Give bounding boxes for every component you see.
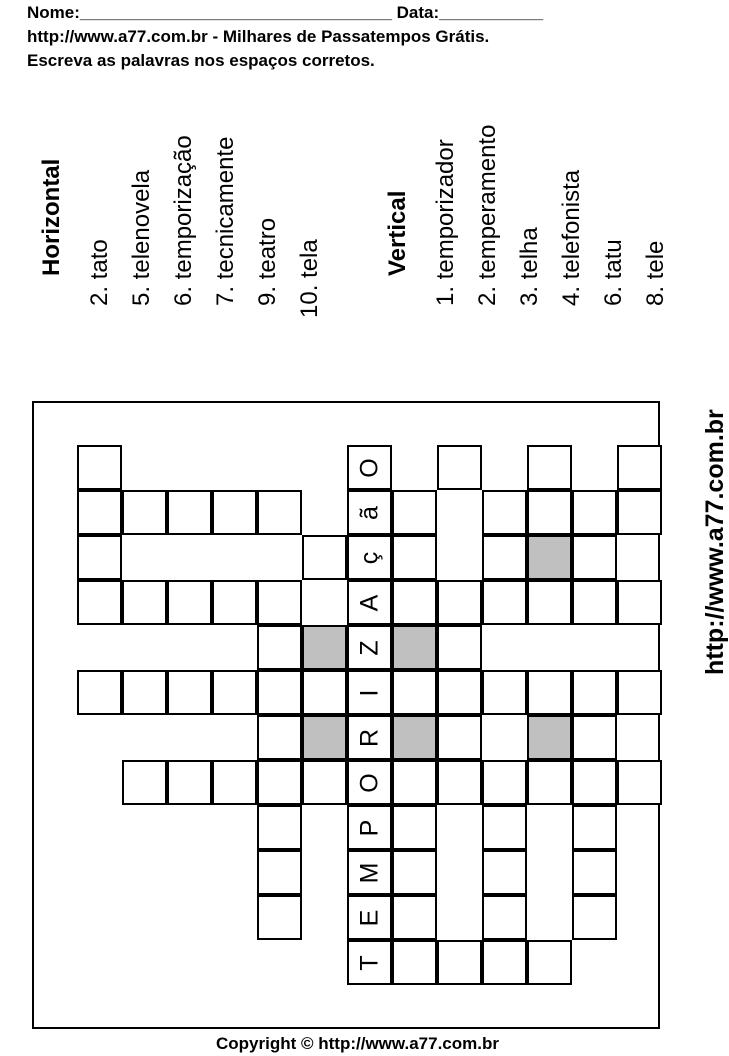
horizontal-title: Horizontal (38, 158, 65, 276)
crossword-cell[interactable] (122, 670, 167, 715)
crossword-cell[interactable] (302, 760, 347, 805)
horizontal-clue: 2. tato (86, 239, 113, 306)
crossword-cell[interactable] (347, 535, 392, 580)
crossword-cell[interactable] (392, 760, 437, 805)
crossword-cell[interactable] (347, 805, 392, 850)
given-letter: R (355, 728, 383, 747)
crossword-cell[interactable] (392, 535, 437, 580)
crossword-cell[interactable] (482, 580, 527, 625)
vertical-title: Vertical (384, 190, 411, 276)
crossword-cell[interactable] (482, 535, 527, 580)
blocked-cell (392, 715, 437, 760)
site-url-line: http://www.a77.com.br - Milhares de Passatempos Grátis. (27, 27, 490, 46)
crossword-cell[interactable] (77, 580, 122, 625)
crossword-cell[interactable] (77, 445, 122, 490)
vertical-clue: 3. telha (516, 227, 543, 306)
crossword-cell[interactable] (257, 760, 302, 805)
crossword-cell[interactable] (77, 670, 122, 715)
given-letter: A (355, 594, 383, 611)
crossword-cell[interactable] (437, 625, 482, 670)
given-letter: E (355, 909, 383, 926)
instructions: Escreva as palavras nos espaços corretos. (27, 51, 375, 70)
crossword-cell[interactable] (257, 625, 302, 670)
crossword-cell[interactable] (212, 580, 257, 625)
crossword-cell[interactable] (257, 850, 302, 895)
crossword-cell[interactable] (257, 670, 302, 715)
crossword-cell[interactable] (482, 760, 527, 805)
crossword-cell[interactable] (392, 940, 437, 985)
crossword-cell[interactable] (257, 490, 302, 535)
crossword-cell[interactable] (347, 490, 392, 535)
vertical-clue: 6. tatu (600, 239, 627, 306)
crossword-cell[interactable] (572, 895, 617, 940)
crossword-cell[interactable] (257, 715, 302, 760)
vertical-clue: 4. telefonista (558, 169, 585, 306)
crossword-cell[interactable] (482, 895, 527, 940)
crossword-cell[interactable] (482, 670, 527, 715)
crossword-cell[interactable] (392, 580, 437, 625)
horizontal-clue: 9. teatro (254, 217, 281, 306)
crossword-cell[interactable] (437, 940, 482, 985)
blocked-cell (302, 625, 347, 670)
side-site-url: http://www.a77.com.br (701, 409, 729, 675)
crossword-cell[interactable] (572, 490, 617, 535)
crossword-cell[interactable] (77, 535, 122, 580)
crossword-cell[interactable] (257, 580, 302, 625)
given-letter: P (355, 819, 383, 836)
crossword-cell[interactable] (347, 715, 392, 760)
crossword-cell[interactable] (617, 670, 662, 715)
blocked-cell (302, 715, 347, 760)
crossword-cell[interactable] (572, 850, 617, 895)
crossword-cell[interactable] (572, 580, 617, 625)
crossword-cell[interactable] (437, 445, 482, 490)
crossword-cell[interactable] (527, 670, 572, 715)
crossword-cell[interactable] (392, 895, 437, 940)
crossword-cell[interactable] (347, 445, 392, 490)
name-date-line: Nome:_________________________________ Data:___________ (27, 3, 544, 22)
horizontal-clue: 10. tela (296, 239, 323, 318)
blocked-cell (392, 625, 437, 670)
crossword-cell[interactable] (392, 805, 437, 850)
crossword-cell[interactable] (77, 490, 122, 535)
crossword-cell[interactable] (527, 940, 572, 985)
crossword-cell[interactable] (527, 490, 572, 535)
blocked-cell (527, 715, 572, 760)
crossword-cell[interactable] (392, 490, 437, 535)
crossword-cell[interactable] (527, 580, 572, 625)
crossword-cell[interactable] (437, 715, 482, 760)
crossword-cell[interactable] (302, 535, 347, 580)
crossword-cell[interactable] (347, 940, 392, 985)
crossword-cell[interactable] (392, 850, 437, 895)
crossword-cell[interactable] (572, 760, 617, 805)
crossword-cell[interactable] (617, 760, 662, 805)
crossword-cell[interactable] (122, 580, 167, 625)
crossword-cell[interactable] (347, 625, 392, 670)
crossword-cell[interactable] (617, 445, 662, 490)
crossword-cell[interactable] (572, 805, 617, 850)
crossword-cell[interactable] (167, 580, 212, 625)
given-letter: ç (355, 551, 383, 564)
horizontal-clue: 6. temporização (170, 135, 197, 306)
crossword-cell[interactable] (212, 760, 257, 805)
vertical-clue: 8. tele (642, 240, 669, 306)
crossword-cell[interactable] (437, 580, 482, 625)
crossword-cell[interactable] (482, 490, 527, 535)
given-letter: Z (355, 639, 383, 656)
crossword-cell[interactable] (347, 895, 392, 940)
given-letter: I (355, 689, 383, 696)
crossword-cell[interactable] (167, 490, 212, 535)
given-letter: T (355, 954, 383, 971)
given-letter: M (355, 862, 383, 883)
crossword-cell[interactable] (122, 760, 167, 805)
crossword-cell[interactable] (257, 805, 302, 850)
crossword-cell[interactable] (572, 535, 617, 580)
crossword-cell[interactable] (167, 670, 212, 715)
crossword-cell[interactable] (482, 805, 527, 850)
blocked-cell (527, 535, 572, 580)
crossword-cell[interactable] (347, 580, 392, 625)
crossword-cell[interactable] (482, 850, 527, 895)
vertical-clue: 2. temperamento (474, 124, 501, 306)
crossword-cell[interactable] (527, 760, 572, 805)
crossword-cell[interactable] (617, 580, 662, 625)
crossword-board (32, 401, 660, 1029)
horizontal-clue: 7. tecnicamente (212, 136, 239, 306)
crossword-cell[interactable] (392, 670, 437, 715)
crossword-cell[interactable] (572, 715, 617, 760)
crossword-cell[interactable] (572, 670, 617, 715)
crossword-cell[interactable] (347, 850, 392, 895)
copyright-footer: Copyright © http://www.a77.com.br (216, 1034, 499, 1053)
crossword-cell[interactable] (437, 760, 482, 805)
horizontal-clue: 5. telenovela (128, 169, 155, 306)
crossword-cell[interactable] (347, 760, 392, 805)
crossword-cell[interactable] (347, 670, 392, 715)
given-letter: O (355, 457, 383, 478)
crossword-cell[interactable] (212, 670, 257, 715)
crossword-cell[interactable] (437, 670, 482, 715)
crossword-cell[interactable] (302, 670, 347, 715)
given-letter: O (355, 772, 383, 793)
crossword-cell[interactable] (167, 760, 212, 805)
vertical-clue: 1. temporizador (432, 139, 459, 306)
crossword-cell[interactable] (212, 490, 257, 535)
crossword-cell[interactable] (257, 895, 302, 940)
given-letter: ã (355, 505, 383, 520)
crossword-cell[interactable] (617, 490, 662, 535)
crossword-cell[interactable] (122, 490, 167, 535)
crossword-cell[interactable] (482, 940, 527, 985)
crossword-cell[interactable] (527, 445, 572, 490)
